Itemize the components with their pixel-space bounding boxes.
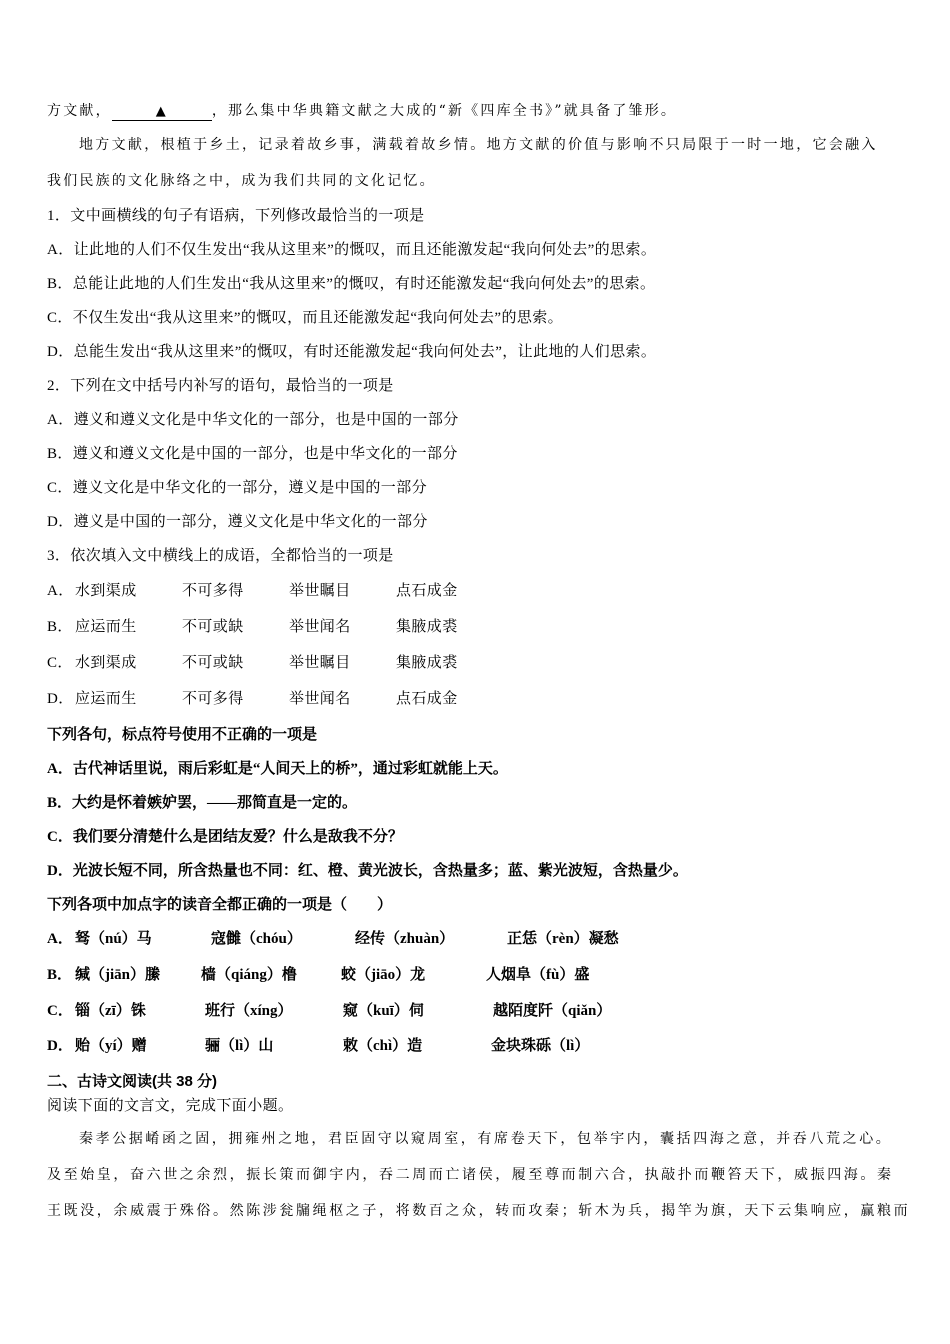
pinyin-item: 寇雠（chóu） <box>211 931 302 947</box>
option-label: A． <box>47 931 73 947</box>
pinyin-item: 缄（jiān）縢 <box>75 967 161 983</box>
pinyin-item: 驽（nú）马 <box>75 931 152 947</box>
q3-option-b <box>47 617 458 637</box>
idiom: 应运而生 <box>75 691 137 707</box>
pinyin-item: 金块珠砾（lì） <box>491 1038 590 1054</box>
option-label: C． <box>47 1003 73 1019</box>
pinyin-item: 人烟阜（fù）盛 <box>486 967 590 983</box>
pinyin-item: 骊（lì）山 <box>205 1038 274 1054</box>
idiom: 水到渠成 <box>75 583 137 599</box>
pinyin-item: 樯（qiáng）橹 <box>201 967 297 983</box>
question-4-stem: 下列各句，标点符号使用不正确的一项是 <box>47 727 318 743</box>
q2-option-b: B．遵义和遵义文化是中国的一部分，也是中华文化的一部分 <box>47 446 458 462</box>
idiom: 集腋成裘 <box>396 619 458 635</box>
q3-option-c <box>47 653 458 673</box>
question-1-stem: 1．文中画横线的句子有语病，下列修改最恰当的一项是 <box>47 208 425 224</box>
classical-text-line: 秦孝公据崤函之固，拥雍州之地，君臣固守以窥周室，有席卷天下，包举宇内，囊括四海之意，并吞八荒之心。 <box>79 1131 893 1147</box>
pinyin-item: 正恁（rèn）凝愁 <box>507 931 619 947</box>
q3-option-d <box>47 689 458 709</box>
q1-option-a: A．让此地的人们不仅生发出“我从这里来”的慨叹，而且还能激发起“我向何处去”的思索。 <box>47 242 657 258</box>
q2-option-d: D．遵义是中国的一部分，遵义文化是中华文化的一部分 <box>47 514 428 530</box>
pinyin-item: 班行（xíng） <box>205 1003 293 1019</box>
q5-option-b <box>47 965 589 985</box>
q1-option-d: D．总能生发出“我从这里来”的慨叹，有时还能激发起“我向何处去”，让此地的人们思索。 <box>47 344 657 360</box>
pinyin-item: 越陌度阡（qiǎn） <box>493 1003 612 1019</box>
option-label: B． <box>47 967 73 983</box>
q5-option-a <box>47 929 619 949</box>
section-heading: 二、古诗文阅读(共 38 分) <box>47 1073 218 1090</box>
q4-option-c: C．我们要分清楚什么是团结友爱？什么是敌我不分？ <box>47 829 403 845</box>
option-label: D． <box>47 1038 73 1054</box>
pinyin-item: 窥（kuī）伺 <box>343 1003 424 1019</box>
q5-option-c <box>47 1001 611 1021</box>
idiom: 点石成金 <box>396 583 458 599</box>
q5-option-d <box>47 1036 589 1056</box>
passage-line: 我们民族的文化脉络之中，成为我们共同的文化记忆。 <box>47 173 436 189</box>
q2-option-a: A．遵义和遵义文化是中华文化的一部分，也是中国的一部分 <box>47 412 459 428</box>
text: 方文献， <box>47 103 112 119</box>
classical-text-line: 及至始皇，奋六世之余烈，振长策而御宇内，吞二周而亡诸侯，履至尊而制六合，执敲扑而鞭笞天下，威振四海。秦 <box>47 1167 894 1183</box>
pinyin-item: 敕（chì）造 <box>343 1038 423 1054</box>
q1-option-c: C．不仅生发出“我从这里来”的慨叹，而且还能激发起“我向何处去”的思索。 <box>47 310 564 326</box>
question-5-stem: 下列各项中加点字的读音全都正确的一项是（ ） <box>47 897 393 913</box>
idiom: 举世瞩目 <box>289 583 351 599</box>
q4-option-b: B．大约是怀着嫉妒罢，——那简直是一定的。 <box>47 795 358 811</box>
pinyin-item: 经传（zhuàn） <box>355 931 455 947</box>
idiom: 点石成金 <box>396 691 458 707</box>
q4-option-a: A．古代神话里说，雨后彩虹是“人间天上的桥”，通过彩虹就能上天。 <box>47 761 508 777</box>
option-label: A． <box>47 583 74 599</box>
idiom: 不可或缺 <box>182 655 244 671</box>
pinyin-item: 蛟（jiāo）龙 <box>341 967 426 983</box>
idiom: 集腋成裘 <box>396 655 458 671</box>
triangle-marker-icon: ▲ <box>155 104 168 119</box>
text: ，那么集中华典籍文献之大成的“新《四库全书》”就具备了雏形。 <box>211 103 678 119</box>
idiom: 举世闻名 <box>289 619 351 635</box>
option-label: D． <box>47 691 74 707</box>
idiom: 不可多得 <box>182 691 244 707</box>
question-3-stem: 3．依次填入文中横线上的成语，全都恰当的一项是 <box>47 548 394 564</box>
q2-option-c: C．遵义文化是中华文化的一部分，遵义是中国的一部分 <box>47 480 428 496</box>
pinyin-item: 贻（yí）赠 <box>75 1038 147 1054</box>
q1-option-b: B．总能让此地的人们生发出“我从这里来”的慨叹，有时还能激发起“我向何处去”的思索。 <box>47 276 656 292</box>
option-label: B． <box>47 619 73 635</box>
q3-option-a <box>47 581 458 601</box>
pinyin-item: 锱（zī）铢 <box>75 1003 146 1019</box>
passage-paragraph: 地方文献，根植于乡土，记录着故乡事，满载着故乡情。地方文献的价值与影响不只局限于一时一地，它会融入 <box>79 137 878 153</box>
fill-blank <box>112 104 212 121</box>
idiom: 举世瞩目 <box>289 655 351 671</box>
option-label: C． <box>47 655 73 671</box>
q4-option-d: D．光波长短不同，所含热量也不同：红、橙、黄光波长，含热量多；蓝、紫光波短，含热量少。 <box>47 863 688 879</box>
idiom: 不可多得 <box>182 583 244 599</box>
idiom: 应运而生 <box>75 619 137 635</box>
classical-text-line: 王既没，余威震于殊俗。然陈涉瓮牖绳枢之子，将数百之众，转而攻秦；斩木为兵，揭竿为旗，天下云集响应，赢粮而 <box>47 1203 911 1219</box>
idiom: 不可或缺 <box>182 619 244 635</box>
section-instruction: 阅读下面的文言文，完成下面小题。 <box>47 1098 294 1114</box>
idiom: 水到渠成 <box>75 655 137 671</box>
idiom: 举世闻名 <box>289 691 351 707</box>
passage-line <box>47 101 677 121</box>
question-2-stem: 2．下列在文中括号内补写的语句，最恰当的一项是 <box>47 378 394 394</box>
